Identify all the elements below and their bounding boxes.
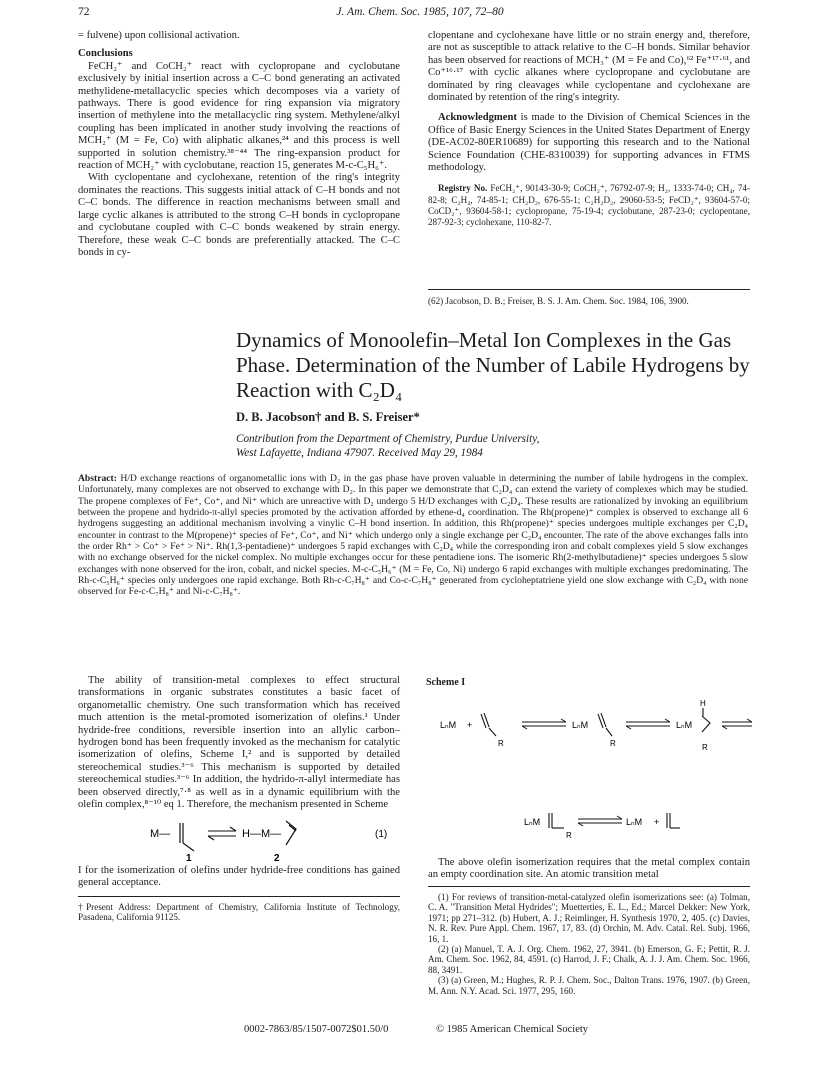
intro-column bbox=[78, 675, 400, 811]
left-top-column bbox=[78, 30, 400, 259]
right-bottom-column bbox=[428, 857, 750, 882]
present-address-footnote: †Present Address: Department of Chemistry, California Institute of Technology, Pasadena, California 91125. bbox=[78, 902, 400, 923]
scheme-allyl bbox=[702, 708, 710, 732]
article-affiliation bbox=[236, 432, 736, 460]
footnote-1: (1) For reviews of transition-metal-catalyzed olefin isomerizations see: (a) Tolman, C. A. "Transition Metal Hydrides"; Muetterties, E. L., Ed.; Marcel Dekker: New York, 1971; pp 271–312. (b) Hubert, A. J.; Reimlinger, H. Synthesis 1970, 2, 405. (c) Davies, N. R. Rev. Pure Appl. Chem. 1967, 17, 83. (d) Orchin, M. Adv. Catal. Rel. Subj. 1966, 16, 1. bbox=[428, 892, 750, 944]
journal-citation: J. Am. Chem. Soc. 1985, 107, 72–80 bbox=[336, 6, 504, 18]
left-footnote-divider bbox=[78, 896, 400, 897]
structure-label-1: 1 bbox=[186, 853, 192, 864]
conclusions-paragraph-2: With cyclopentane and cyclohexane, retention of the ring's integrity dominates the reactions. This suggests initial attack of C–H bonds and not C–C bonds. The difference in reaction mechanisms between small and large cyclic alkanes is attributed to the strong C–H bonds in cyclopropane and cyclobutane coupled with C–C bonds weakened by strain energy. Therefore, these weak C–C bonds are preferentially attacked. The C–C bonds in cy- bbox=[78, 172, 400, 258]
article-title: Dynamics of Monoolefin–Metal Ion Complexes in the Gas Phase. Determination of the Number of Labile Hydrogens by Reaction with C₂D₄ bbox=[236, 328, 750, 402]
scheme-h: H bbox=[700, 699, 706, 708]
right-footnotes bbox=[428, 892, 750, 996]
right-bottom-paragraph: The above olefin isomerization requires that the metal complex contain an empty coordination site. An atomic transition metal bbox=[428, 857, 750, 881]
acknowledgment-label: Acknowledgment bbox=[438, 112, 517, 124]
registry-text: FeCH₂⁺, 90143-30-9; CoCH₂⁺, 76792-07-9; H₂, 1333-74-0; CH₄, 74-82-8; C₂H₄, 74-85-1; CH₂D₂, 676-55-1; C₂H₂D₂, 29060-53-5; FeCD₂⁺, 93604-57-0; CoCD₂⁺, 93604-58-1; cyclopropane, 75-19-4; cyclobutane, 287-23-0; cyclopentane, 287-92-3; cyclohexane, 110-82-7. bbox=[428, 183, 750, 228]
equilibrium-arrows bbox=[208, 827, 236, 840]
scheme-lnm-2: LₙM bbox=[572, 720, 589, 730]
right-top-paragraph: clopentane and cyclohexane have little or no strain energy and, therefore, are not as susceptible to attack relative to the C–H bonds. Similar behavior has been observed for reactions of MCH₃⁺ (M = Fe and Co),⁶² Fe⁺¹⁷·⁶¹, and Co⁺¹⁶·¹⁷ with cyclic alkanes where cyclopropane and cyclobutane are dominated by ring cleavages while cyclopentane and cyclohexane are dominated by retention of the ring's integrity. bbox=[428, 30, 750, 104]
footer-copyright: © 1985 American Chemical Society bbox=[436, 1024, 589, 1035]
acknowledgment-paragraph bbox=[428, 112, 750, 174]
scheme-arrows-1 bbox=[522, 719, 566, 729]
acknowledgment-text: is made to the Division of Chemical Sciences in the Office of Basic Energy Sciences in the United States Department of Energy (DE-AC02-80ER10689) for supporting this research and to the National Science Foundation (CHE-8310039) for supporting advances in FTMS methodology. bbox=[428, 112, 750, 174]
footnote-62: (62) Jacobson, D. B.; Freiser, B. S. J. Am. Chem. Soc. 1984, 106, 3900. bbox=[428, 296, 689, 306]
registry-paragraph bbox=[428, 183, 750, 228]
scheme-olefin-2 bbox=[549, 813, 564, 828]
scheme-lnm-5: LₙM bbox=[626, 817, 643, 827]
scheme-arrows-4 bbox=[578, 816, 622, 826]
scheme-r-2: R bbox=[610, 739, 616, 748]
abstract-text: H/D exchange reactions of organometallic ions with D₂ in the gas phase have proven valuable in determining the number of labile hydrogens in the complex. Unfortunately, many complexes are not observed to exchange with D₂. In this paper we demonstrate that C₂D₄ can extend the variety of complexes which may be studied. The propene complexes of Fe⁺, Co⁺, and Ni⁺ which are unreactive with D₂ undergo 5 H/D exchanges with C₂D₄. These results are rationalized by invoking an equilibrium between the propene and hydrido-π-allyl species promoted by the activation afforded by ethene-d₄ coordination. The Rh(propene)⁺ complex is observed to exchange all 6 hydrogens suggesting an additional mechanism involving a vinylic C–H bond insertion. In addition, this Rh(propene)⁺ species undergoes multiple exchanges per C₂D₄ encounter in contrast to the M(propene)⁺ species of Fe⁺, Co⁺, and Ni⁺ which undergo only a single exchange per C₂D₄ encounter. The rate of the above exchanges falls into the order Rh⁺ > Co⁺ > Fe⁺ > Ni⁺. Rh(1,3-pentadiene)⁺ undergoes 5 rapid exchanges with C₂D₄ while the corresponding iron and cobalt complexes yield 5 slow exchanges with no exchange observed for the nickel complex. No multiple exchanges occur for these pentadiene ions. The isomeric Rh(2-methylbutadiene)⁺ species undergoes 5 slow exchanges with none observed for the iron, cobalt, and nickel species. M-c-C₅H₆⁺ (M = Fe, Co, Ni) undergo 6 rapid exchanges with multiple exchanges predominating. The Rh-c-C₅H₆⁺ species only undergoes one rapid exchange. Both Rh-c-C₇H₈⁺ and Co-c-C₇H₈⁺ generated from cycloheptatriene yield one slow exchange with C₂D₄ with none observed for Fe-c-C₇H₈⁺ and Ni-c-C₇H₈⁺. bbox=[78, 473, 748, 598]
conclusions-heading: Conclusions bbox=[78, 48, 133, 60]
scheme-olefin-3 bbox=[667, 813, 680, 828]
equation-number: (1) bbox=[375, 829, 388, 840]
scheme-lnm-1: LₙM bbox=[440, 720, 457, 730]
continuation-text: = fulvene) upon collisional activation. bbox=[78, 30, 240, 41]
page-number: 72 bbox=[78, 6, 90, 18]
intro-paragraph-2: I for the isomerization of olefins under hydride-free conditions has gained general acceptance. bbox=[78, 865, 400, 889]
scheme-plus-1: + bbox=[467, 720, 473, 730]
scheme-label: Scheme I bbox=[426, 677, 466, 688]
scheme-r-4: R bbox=[566, 831, 572, 840]
scheme-olefin-1 bbox=[481, 713, 496, 736]
abstract-label: Abstract: bbox=[78, 473, 117, 484]
equation-1 bbox=[150, 815, 400, 865]
right-top-column bbox=[428, 30, 750, 228]
article-authors: D. B. Jacobson† and B. S. Freiser* bbox=[236, 410, 420, 424]
abstract bbox=[78, 473, 748, 598]
affiliation-line-1: Contribution from the Department of Chemistry, Purdue University, bbox=[236, 433, 540, 445]
footer-code: 0002-7863/85/1507-0072$01.50/0 bbox=[244, 1024, 389, 1035]
intro-paragraph-1: The ability of transition-metal complexes to effect structural transformations in organic substrates constitutes a basic facet of organometallic chemistry. One such transformation which has received much attention is the metal-promoted isomerization of olefins.¹ Under hydride-free conditions, reversible insertion into an allylic carbon–hydrogen bond has been frequently invoked as the mechanism for catalytic isomerization of olefins, Scheme I,² and is supported by detailed stereochemical studies.³⁻⁶ This mechanism is supported by detailed stereochemical studies.³⁻⁶ In addition, the hydrido-π-allyl intermediate has been observed directly,⁷·⁸ as well as in a dynamic equilibrium with the olefin complex,⁸⁻¹⁰ eq 1. Therefore, the mechanism presented in Scheme bbox=[78, 675, 400, 811]
registry-label: Registry No. bbox=[438, 183, 488, 194]
conclusions-paragraph-1: FeCH₂⁺ and CoCH₂⁺ react with cyclopropane and cyclobutane exclusively by initial insertion across a C–C bond generating an activated methylidene-metallacyclic species which decomposes via a variety of pathways. There is good evidence for ring expansion via migratory insertion of methylene into the metallacyclic ring system. Methylene/alkyl coupling has been implicated in another study involving the reactions of MCH₂⁺ (M = Fe, Co) with aliphatic alkanes,²⁴ and this process is well supported in solution chemistry.³⁸⁻⁴⁴ The ring-expansion product for reaction of MCH₂⁺ with cyclobutane, reaction 15, generates M-c-C₅H₆⁺. bbox=[78, 60, 400, 172]
footnote-2: (2) (a) Manuel, T. A. J. Org. Chem. 1962, 27, 3941. (b) Emerson, G. F.; Pettit, R. J. Am. Chem. Soc. 1962, 84, 4591. (c) Harrod, J. F.; Chalk, A. J. J. Am. Chem. Soc. 1966, 88, 3491. bbox=[428, 944, 750, 975]
footnote-divider bbox=[428, 289, 750, 290]
allyl-structure-2 bbox=[286, 821, 296, 845]
affiliation-line-2: West Lafayette, Indiana 47907. Received May 29, 1984 bbox=[236, 447, 483, 459]
eq-metal-left: M— bbox=[150, 828, 171, 840]
olefin-structure-1 bbox=[180, 823, 194, 851]
intro-column-continued bbox=[78, 865, 400, 890]
eq-hydride-metal: H—M— bbox=[242, 828, 282, 840]
scheme-r-1: R bbox=[498, 739, 504, 748]
scheme-arrows-3 bbox=[722, 719, 752, 729]
scheme-arrows-2 bbox=[626, 719, 670, 729]
scheme-plus-2: + bbox=[654, 817, 660, 827]
scheme-lnm-4: LₙM bbox=[524, 817, 541, 827]
scheme-1-diagram bbox=[426, 688, 756, 848]
right-footnote-divider bbox=[428, 886, 750, 887]
scheme-lnm-3: LₙM bbox=[676, 720, 693, 730]
structure-label-2: 2 bbox=[274, 853, 280, 864]
footnote-3: (3) (a) Green, M.; Hughes, R. P. J. Chem. Soc., Dalton Trans. 1976, 1907. (b) Green, M. Ann. N.Y. Acad. Sci. 1977, 295, 160. bbox=[428, 975, 750, 996]
scheme-olefin-complex bbox=[598, 713, 612, 736]
scheme-r-3: R bbox=[702, 743, 708, 752]
